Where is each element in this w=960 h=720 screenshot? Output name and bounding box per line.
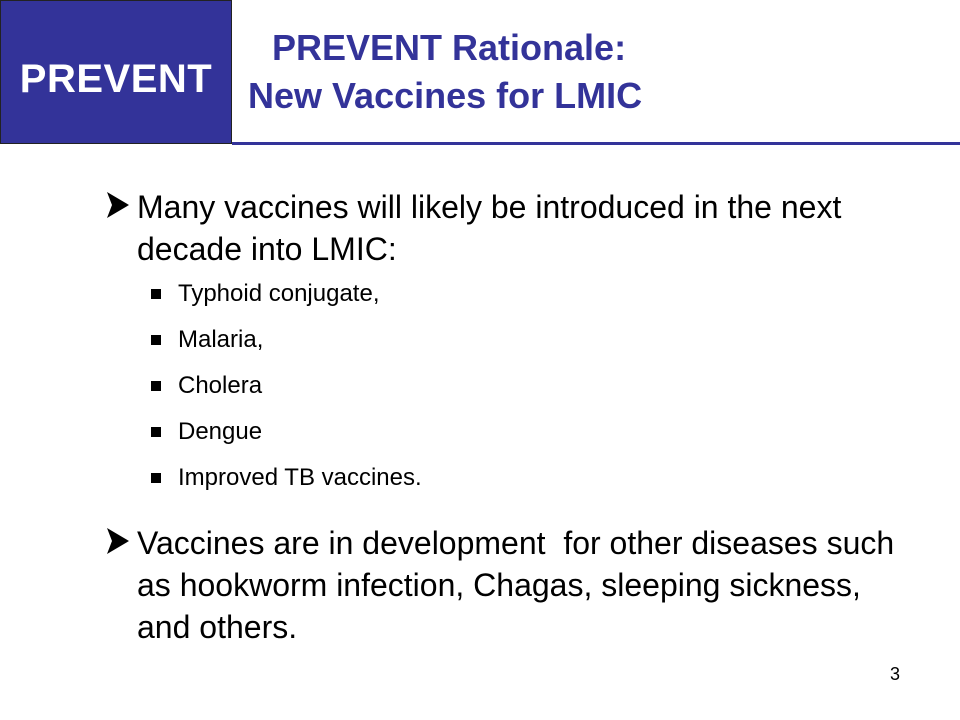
sub-item-text: Typhoid conjugate,: [178, 280, 380, 307]
sub-item-text: Cholera: [178, 372, 263, 399]
sub-item-text: Malaria,: [178, 326, 264, 353]
title-line-1: PREVENT Rationale:: [272, 27, 627, 68]
logo-text: PREVENT: [19, 56, 213, 101]
slide-content: [103, 186, 903, 648]
square-bullet-icon: [151, 381, 161, 391]
sub-item-text: Improved TB vaccines.: [178, 464, 422, 491]
slide-title: [232, 24, 960, 120]
bullet-text: Many vaccines will likely be introduced in the next decade into LMIC:: [137, 189, 842, 267]
sub-item-text: Dengue: [178, 418, 263, 445]
sub-list: [149, 280, 903, 510]
bullet-item: [103, 522, 903, 648]
square-bullet-icon: [151, 427, 161, 437]
square-bullet-icon: [151, 335, 161, 345]
square-bullet-icon: [151, 473, 161, 483]
arrow-bullet-icon: [105, 190, 131, 220]
bullet-item: [103, 186, 903, 270]
logo-box: [0, 0, 232, 144]
sub-item: [149, 280, 903, 326]
square-bullet-icon: [151, 289, 161, 299]
page-number: 3: [890, 664, 901, 684]
sub-item: [149, 326, 903, 372]
header-divider: [232, 142, 960, 145]
sub-item: [149, 464, 903, 510]
bullet-text: Vaccines are in development for other diseases such as hookworm infection, Chagas, sleeping sickness, and others.: [137, 525, 904, 645]
arrow-bullet-icon: [105, 526, 131, 556]
sub-item: [149, 418, 903, 464]
sub-item: [149, 372, 903, 418]
title-line-2: New Vaccines for LMIC: [248, 75, 643, 116]
